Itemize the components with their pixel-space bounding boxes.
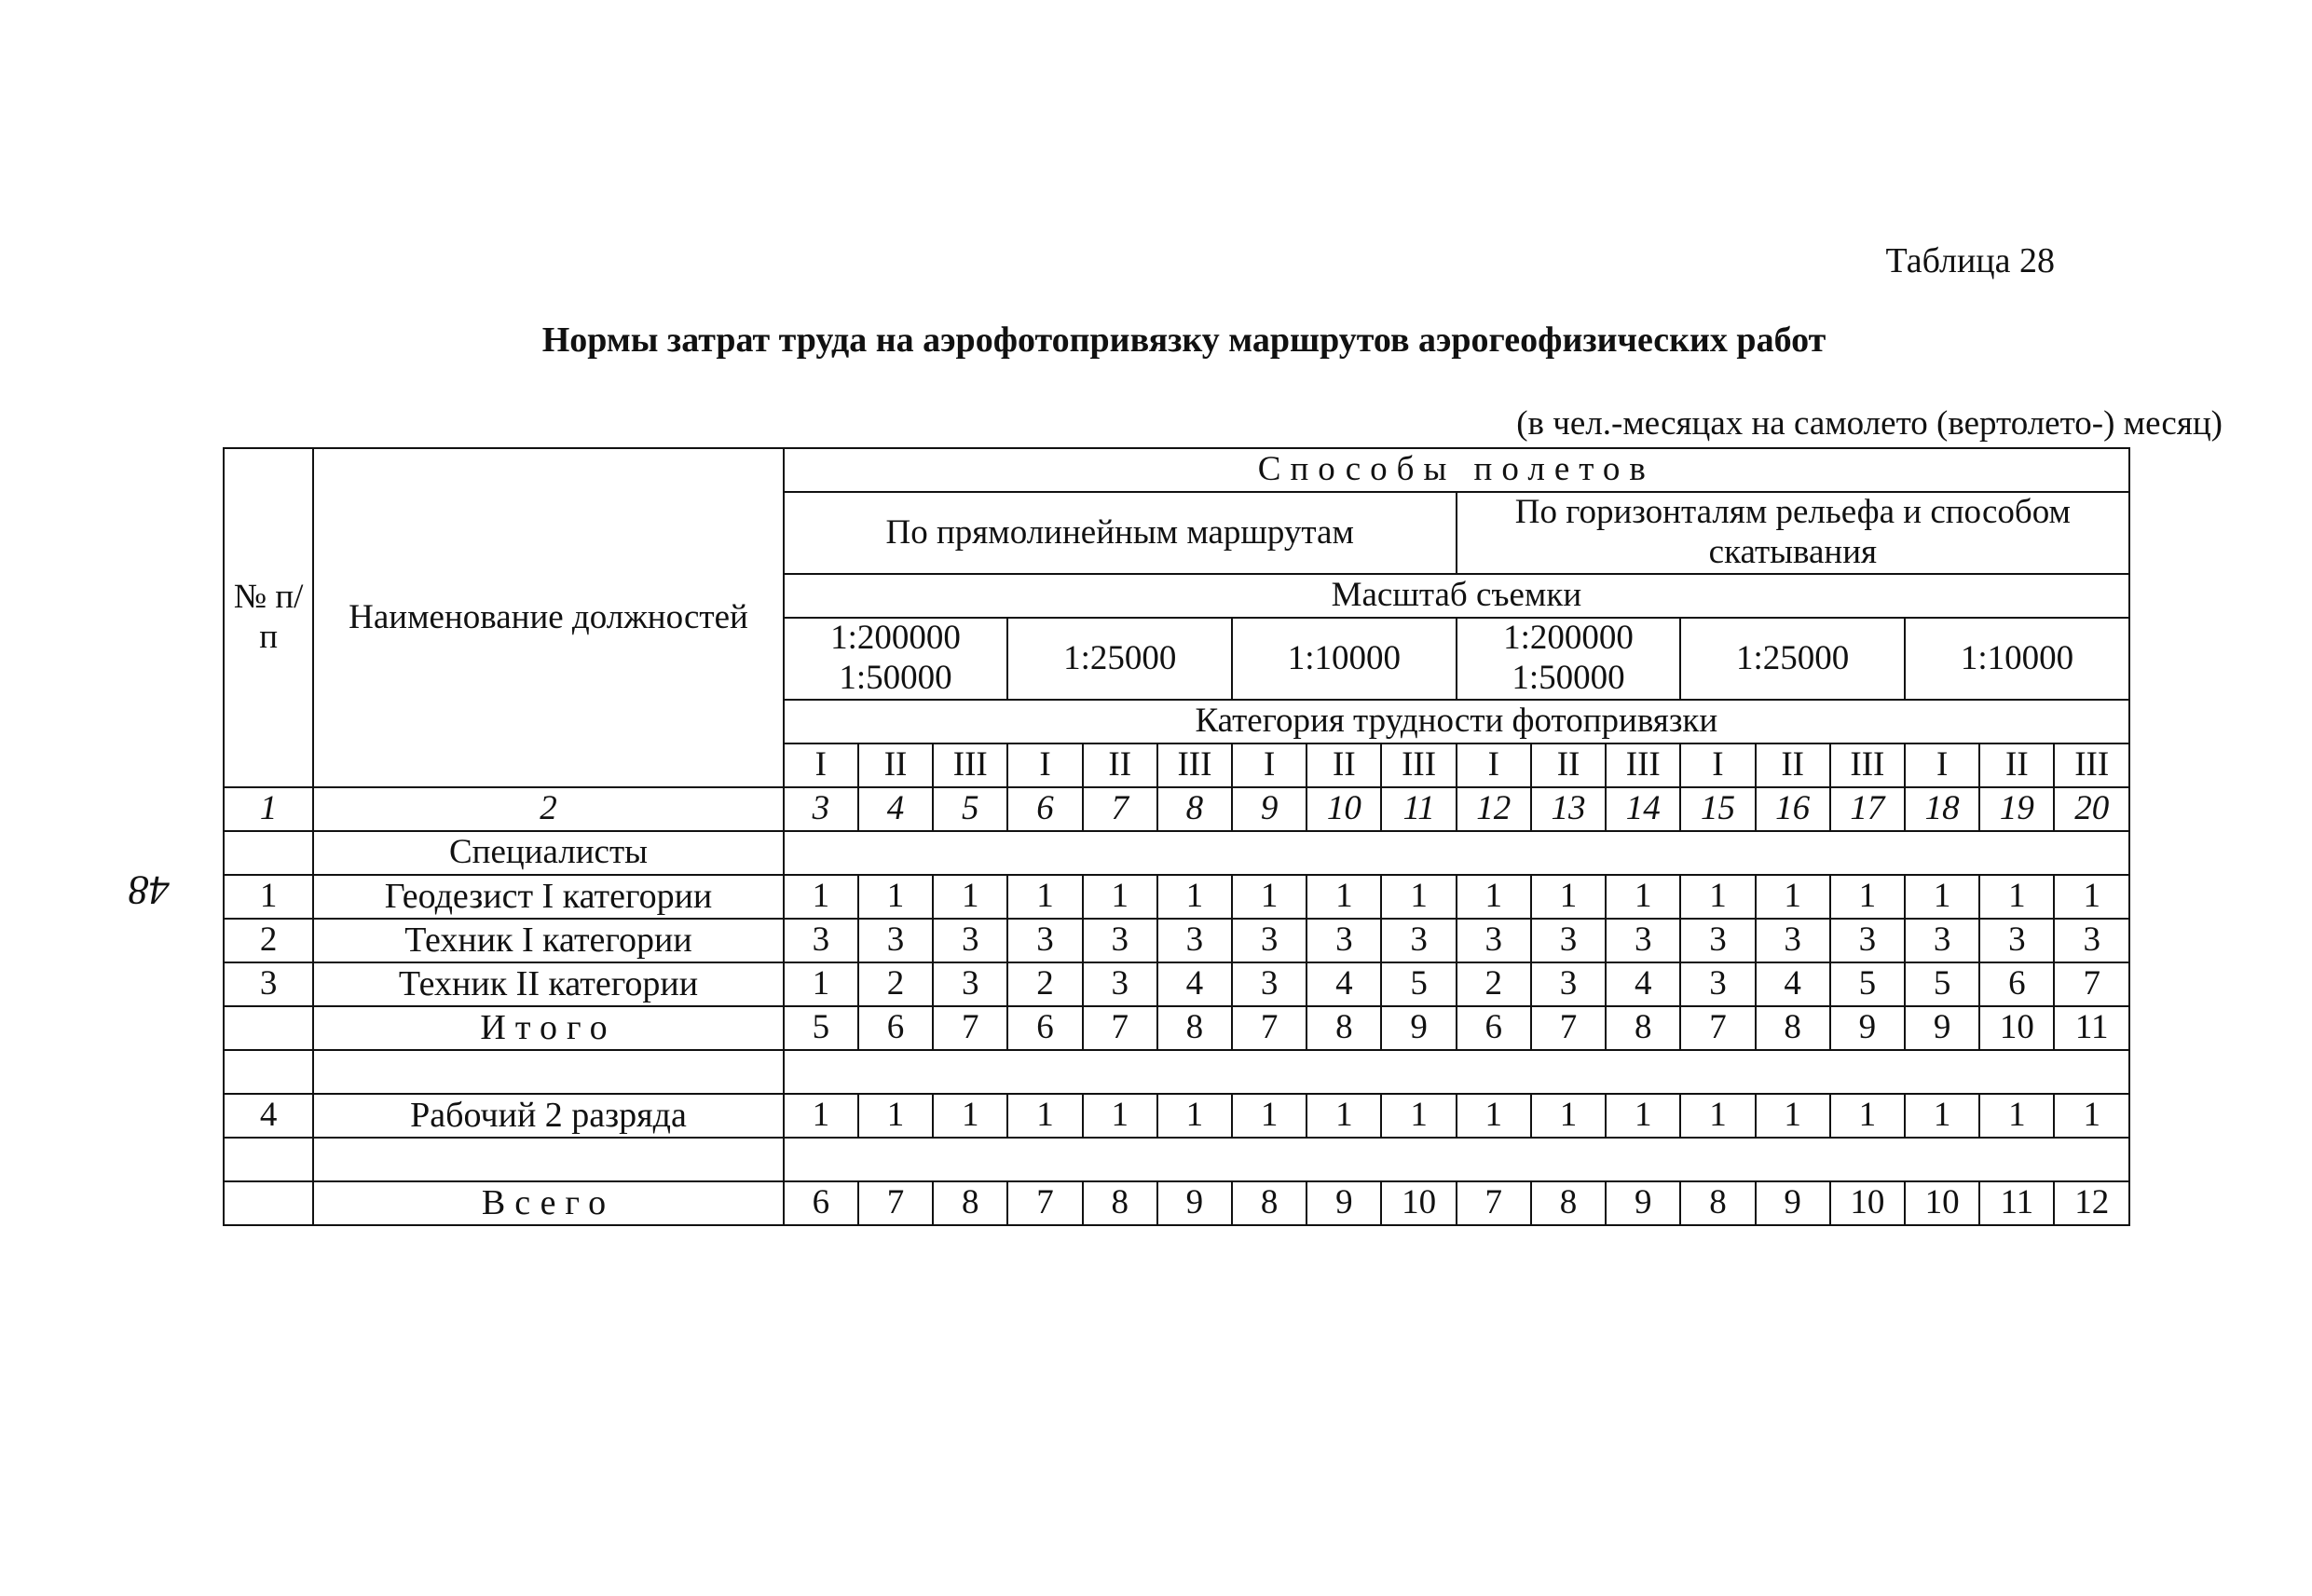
scale-header: Масштаб съемки: [784, 574, 2129, 618]
column-number-cell: 11: [1381, 787, 1456, 831]
value-cell: 5: [784, 1006, 858, 1050]
position-name-cell: Рабочий 2 разряда: [313, 1094, 783, 1138]
value-cell: 3: [933, 962, 1007, 1006]
value-cell: 6: [784, 1181, 858, 1225]
value-cell: 8: [1157, 1006, 1232, 1050]
value-cell: 3: [1157, 919, 1232, 962]
value-cell: 4: [1157, 962, 1232, 1006]
value-cell: 8: [1232, 1181, 1306, 1225]
col-num-header: № п/п: [224, 448, 313, 787]
category-cell: II: [858, 743, 933, 787]
value-cell: 1: [1905, 875, 1979, 919]
category-cell: II: [1979, 743, 2054, 787]
value-cell: 3: [1306, 919, 1381, 962]
value-cell: 7: [933, 1006, 1007, 1050]
value-cell: 3: [1381, 919, 1456, 962]
value-cell: 1: [1680, 875, 1755, 919]
value-cell: 1: [1531, 1094, 1606, 1138]
column-number-cell: 8: [1157, 787, 1232, 831]
value-cell: 3: [1606, 919, 1680, 962]
value-cell: 7: [1531, 1006, 1606, 1050]
value-cell: 1: [784, 875, 858, 919]
value-cell: 2: [1457, 962, 1531, 1006]
col-position-header: Наименование должностей: [313, 448, 783, 787]
value-cell: 7: [858, 1181, 933, 1225]
value-cell: 4: [1306, 962, 1381, 1006]
category-cell: III: [1157, 743, 1232, 787]
value-cell: 1: [1083, 1094, 1157, 1138]
value-cell: 3: [933, 919, 1007, 962]
column-number-cell: 18: [1905, 787, 1979, 831]
units-note: (в чел.-месяцах на самолето (вертолето-) месяц): [1516, 404, 2223, 443]
value-cell: 1: [1381, 875, 1456, 919]
value-cell: 4: [1756, 962, 1830, 1006]
value-cell: 5: [1830, 962, 1905, 1006]
table-row: [224, 919, 2129, 962]
table-row: [224, 1094, 2129, 1138]
value-cell: 10: [1830, 1181, 1905, 1225]
category-cell: III: [2054, 743, 2129, 787]
column-number-cell: 17: [1830, 787, 1905, 831]
value-cell: 2: [1007, 962, 1082, 1006]
value-cell: 3: [1457, 919, 1531, 962]
value-cell: 1: [1606, 1094, 1680, 1138]
table-row: [224, 1006, 2129, 1050]
value-cell: 1: [1157, 875, 1232, 919]
value-cell: 1: [1381, 1094, 1456, 1138]
table-label: Таблица 28: [1885, 241, 2055, 280]
value-cell: 3: [784, 919, 858, 962]
value-cell: 1: [1457, 1094, 1531, 1138]
value-cell: 4: [1606, 962, 1680, 1006]
value-cell: 9: [1381, 1006, 1456, 1050]
value-cell: 3: [1232, 919, 1306, 962]
value-cell: 6: [1457, 1006, 1531, 1050]
value-cell: 8: [1531, 1181, 1606, 1225]
value-cell: 9: [1157, 1181, 1232, 1225]
value-cell: 3: [1979, 919, 2054, 962]
value-cell: 8: [1680, 1181, 1755, 1225]
method-contour-header: По горизонталям рельефа и способом скатывания: [1457, 492, 2129, 574]
column-number-cell: 7: [1083, 787, 1157, 831]
value-cell: 1: [1306, 875, 1381, 919]
section-row-specialists: [224, 831, 2129, 875]
position-name-cell: Техник I категории: [313, 919, 783, 962]
value-cell: 3: [1830, 919, 1905, 962]
value-cell: 1: [1306, 1094, 1381, 1138]
value-cell: 5: [1905, 962, 1979, 1006]
value-cell: 7: [1007, 1181, 1082, 1225]
column-numbers-row: [224, 787, 2129, 831]
value-cell: 10: [1905, 1181, 1979, 1225]
value-cell: 1: [784, 962, 858, 1006]
category-cell: III: [1381, 743, 1456, 787]
value-cell: 5: [1381, 962, 1456, 1006]
value-cell: 3: [1531, 962, 1606, 1006]
position-name-cell: Итого: [313, 1006, 783, 1050]
value-cell: 1: [2054, 1094, 2129, 1138]
column-number-cell: 16: [1756, 787, 1830, 831]
value-cell: 8: [1756, 1006, 1830, 1050]
row-number-cell: 3: [224, 962, 313, 1006]
column-number-cell: 5: [933, 787, 1007, 831]
value-cell: 1: [858, 875, 933, 919]
row-number-cell: [224, 1006, 313, 1050]
value-cell: 3: [858, 919, 933, 962]
value-cell: 3: [1680, 919, 1755, 962]
value-cell: 1: [1905, 1094, 1979, 1138]
value-cell: 11: [2054, 1006, 2129, 1050]
column-number-cell: 13: [1531, 787, 1606, 831]
value-cell: 1: [933, 875, 1007, 919]
category-cell: I: [1680, 743, 1755, 787]
scale-cell-2: 1:25000: [1007, 618, 1232, 700]
value-cell: 1: [1531, 875, 1606, 919]
category-cell: II: [1083, 743, 1157, 787]
value-cell: 7: [1083, 1006, 1157, 1050]
category-cell: II: [1306, 743, 1381, 787]
value-cell: 1: [1979, 875, 2054, 919]
value-cell: 1: [1979, 1094, 2054, 1138]
category-cell: I: [1905, 743, 1979, 787]
category-cell: III: [1606, 743, 1680, 787]
value-cell: 2: [858, 962, 933, 1006]
value-cell: 1: [1680, 1094, 1755, 1138]
column-number-cell: 6: [1007, 787, 1082, 831]
document-title: Нормы затрат труда на аэрофотопривязку маршрутов аэрогеофизических работ: [541, 321, 1826, 360]
blank-row: [224, 1138, 2129, 1181]
column-number-cell: 12: [1457, 787, 1531, 831]
value-cell: 1: [784, 1094, 858, 1138]
blank-row: [224, 1050, 2129, 1094]
value-cell: 1: [1232, 1094, 1306, 1138]
row-number-cell: [224, 1181, 313, 1225]
column-number-cell: 9: [1232, 787, 1306, 831]
category-cell: I: [1232, 743, 1306, 787]
value-cell: 11: [1979, 1181, 2054, 1225]
column-number-cell: 14: [1606, 787, 1680, 831]
value-cell: 8: [933, 1181, 1007, 1225]
header-row-methods: [224, 448, 2129, 492]
category-cell: I: [1007, 743, 1082, 787]
category-cell: III: [1830, 743, 1905, 787]
table-row: [224, 1181, 2129, 1225]
method-straight-header: По прямолинейным маршрутам: [784, 492, 1457, 574]
value-cell: 3: [1007, 919, 1082, 962]
value-cell: 3: [1756, 919, 1830, 962]
category-cell: I: [784, 743, 858, 787]
value-cell: 6: [1007, 1006, 1082, 1050]
labor-norms-table: [223, 447, 2130, 1226]
value-cell: 6: [1979, 962, 2054, 1006]
value-cell: 1: [2054, 875, 2129, 919]
value-cell: 3: [1531, 919, 1606, 962]
flight-methods-header: Способы полетов: [784, 448, 2129, 492]
value-cell: 3: [1905, 919, 1979, 962]
scale-cell-6: 1:10000: [1905, 618, 2129, 700]
category-cell: II: [1531, 743, 1606, 787]
value-cell: 1: [1756, 1094, 1830, 1138]
value-cell: 9: [1606, 1181, 1680, 1225]
column-number-cell: 2: [313, 787, 783, 831]
page-number: 48: [129, 867, 170, 913]
value-cell: 1: [1830, 1094, 1905, 1138]
value-cell: 7: [2054, 962, 2129, 1006]
value-cell: 12: [2054, 1181, 2129, 1225]
column-number-cell: 4: [858, 787, 933, 831]
row-number-cell: 1: [224, 875, 313, 919]
value-cell: 3: [1083, 919, 1157, 962]
column-number-cell: 19: [1979, 787, 2054, 831]
value-cell: 8: [1083, 1181, 1157, 1225]
value-cell: 1: [1606, 875, 1680, 919]
value-cell: 9: [1830, 1006, 1905, 1050]
position-name-cell: Геодезист I категории: [313, 875, 783, 919]
value-cell: 3: [1232, 962, 1306, 1006]
row-number-cell: 2: [224, 919, 313, 962]
table-row: [224, 962, 2129, 1006]
position-name-cell: Всего: [313, 1181, 783, 1225]
value-cell: 10: [1381, 1181, 1456, 1225]
value-cell: 1: [1157, 1094, 1232, 1138]
value-cell: 1: [1457, 875, 1531, 919]
column-number-cell: 1: [224, 787, 313, 831]
value-cell: 1: [858, 1094, 933, 1138]
value-cell: 10: [1979, 1006, 2054, 1050]
column-number-cell: 20: [2054, 787, 2129, 831]
scale-cell-3: 1:10000: [1232, 618, 1457, 700]
value-cell: 3: [1083, 962, 1157, 1006]
column-number-cell: 15: [1680, 787, 1755, 831]
scale-cell-1: 1:200000 1:50000: [784, 618, 1008, 700]
section-specialists-label: Специалисты: [313, 831, 783, 875]
value-cell: 6: [858, 1006, 933, 1050]
scale-cell-4: 1:200000 1:50000: [1457, 618, 1681, 700]
category-header: Категория трудности фотопривязки: [784, 700, 2129, 743]
value-cell: 1: [1830, 875, 1905, 919]
value-cell: 9: [1756, 1181, 1830, 1225]
value-cell: 1: [1756, 875, 1830, 919]
position-name-cell: Техник II категории: [313, 962, 783, 1006]
category-cell: I: [1457, 743, 1531, 787]
value-cell: 7: [1680, 1006, 1755, 1050]
value-cell: 8: [1606, 1006, 1680, 1050]
category-cell: II: [1756, 743, 1830, 787]
scale-cell-5: 1:25000: [1680, 618, 1905, 700]
column-number-cell: 10: [1306, 787, 1381, 831]
value-cell: 1: [1232, 875, 1306, 919]
value-cell: 1: [933, 1094, 1007, 1138]
row-number-cell: 4: [224, 1094, 313, 1138]
value-cell: 7: [1232, 1006, 1306, 1050]
column-number-cell: 3: [784, 787, 858, 831]
value-cell: 9: [1905, 1006, 1979, 1050]
value-cell: 1: [1007, 1094, 1082, 1138]
table-row: [224, 875, 2129, 919]
value-cell: 8: [1306, 1006, 1381, 1050]
value-cell: 1: [1083, 875, 1157, 919]
value-cell: 3: [1680, 962, 1755, 1006]
value-cell: 1: [1007, 875, 1082, 919]
value-cell: 9: [1306, 1181, 1381, 1225]
value-cell: 7: [1457, 1181, 1531, 1225]
value-cell: 3: [2054, 919, 2129, 962]
category-cell: III: [933, 743, 1007, 787]
